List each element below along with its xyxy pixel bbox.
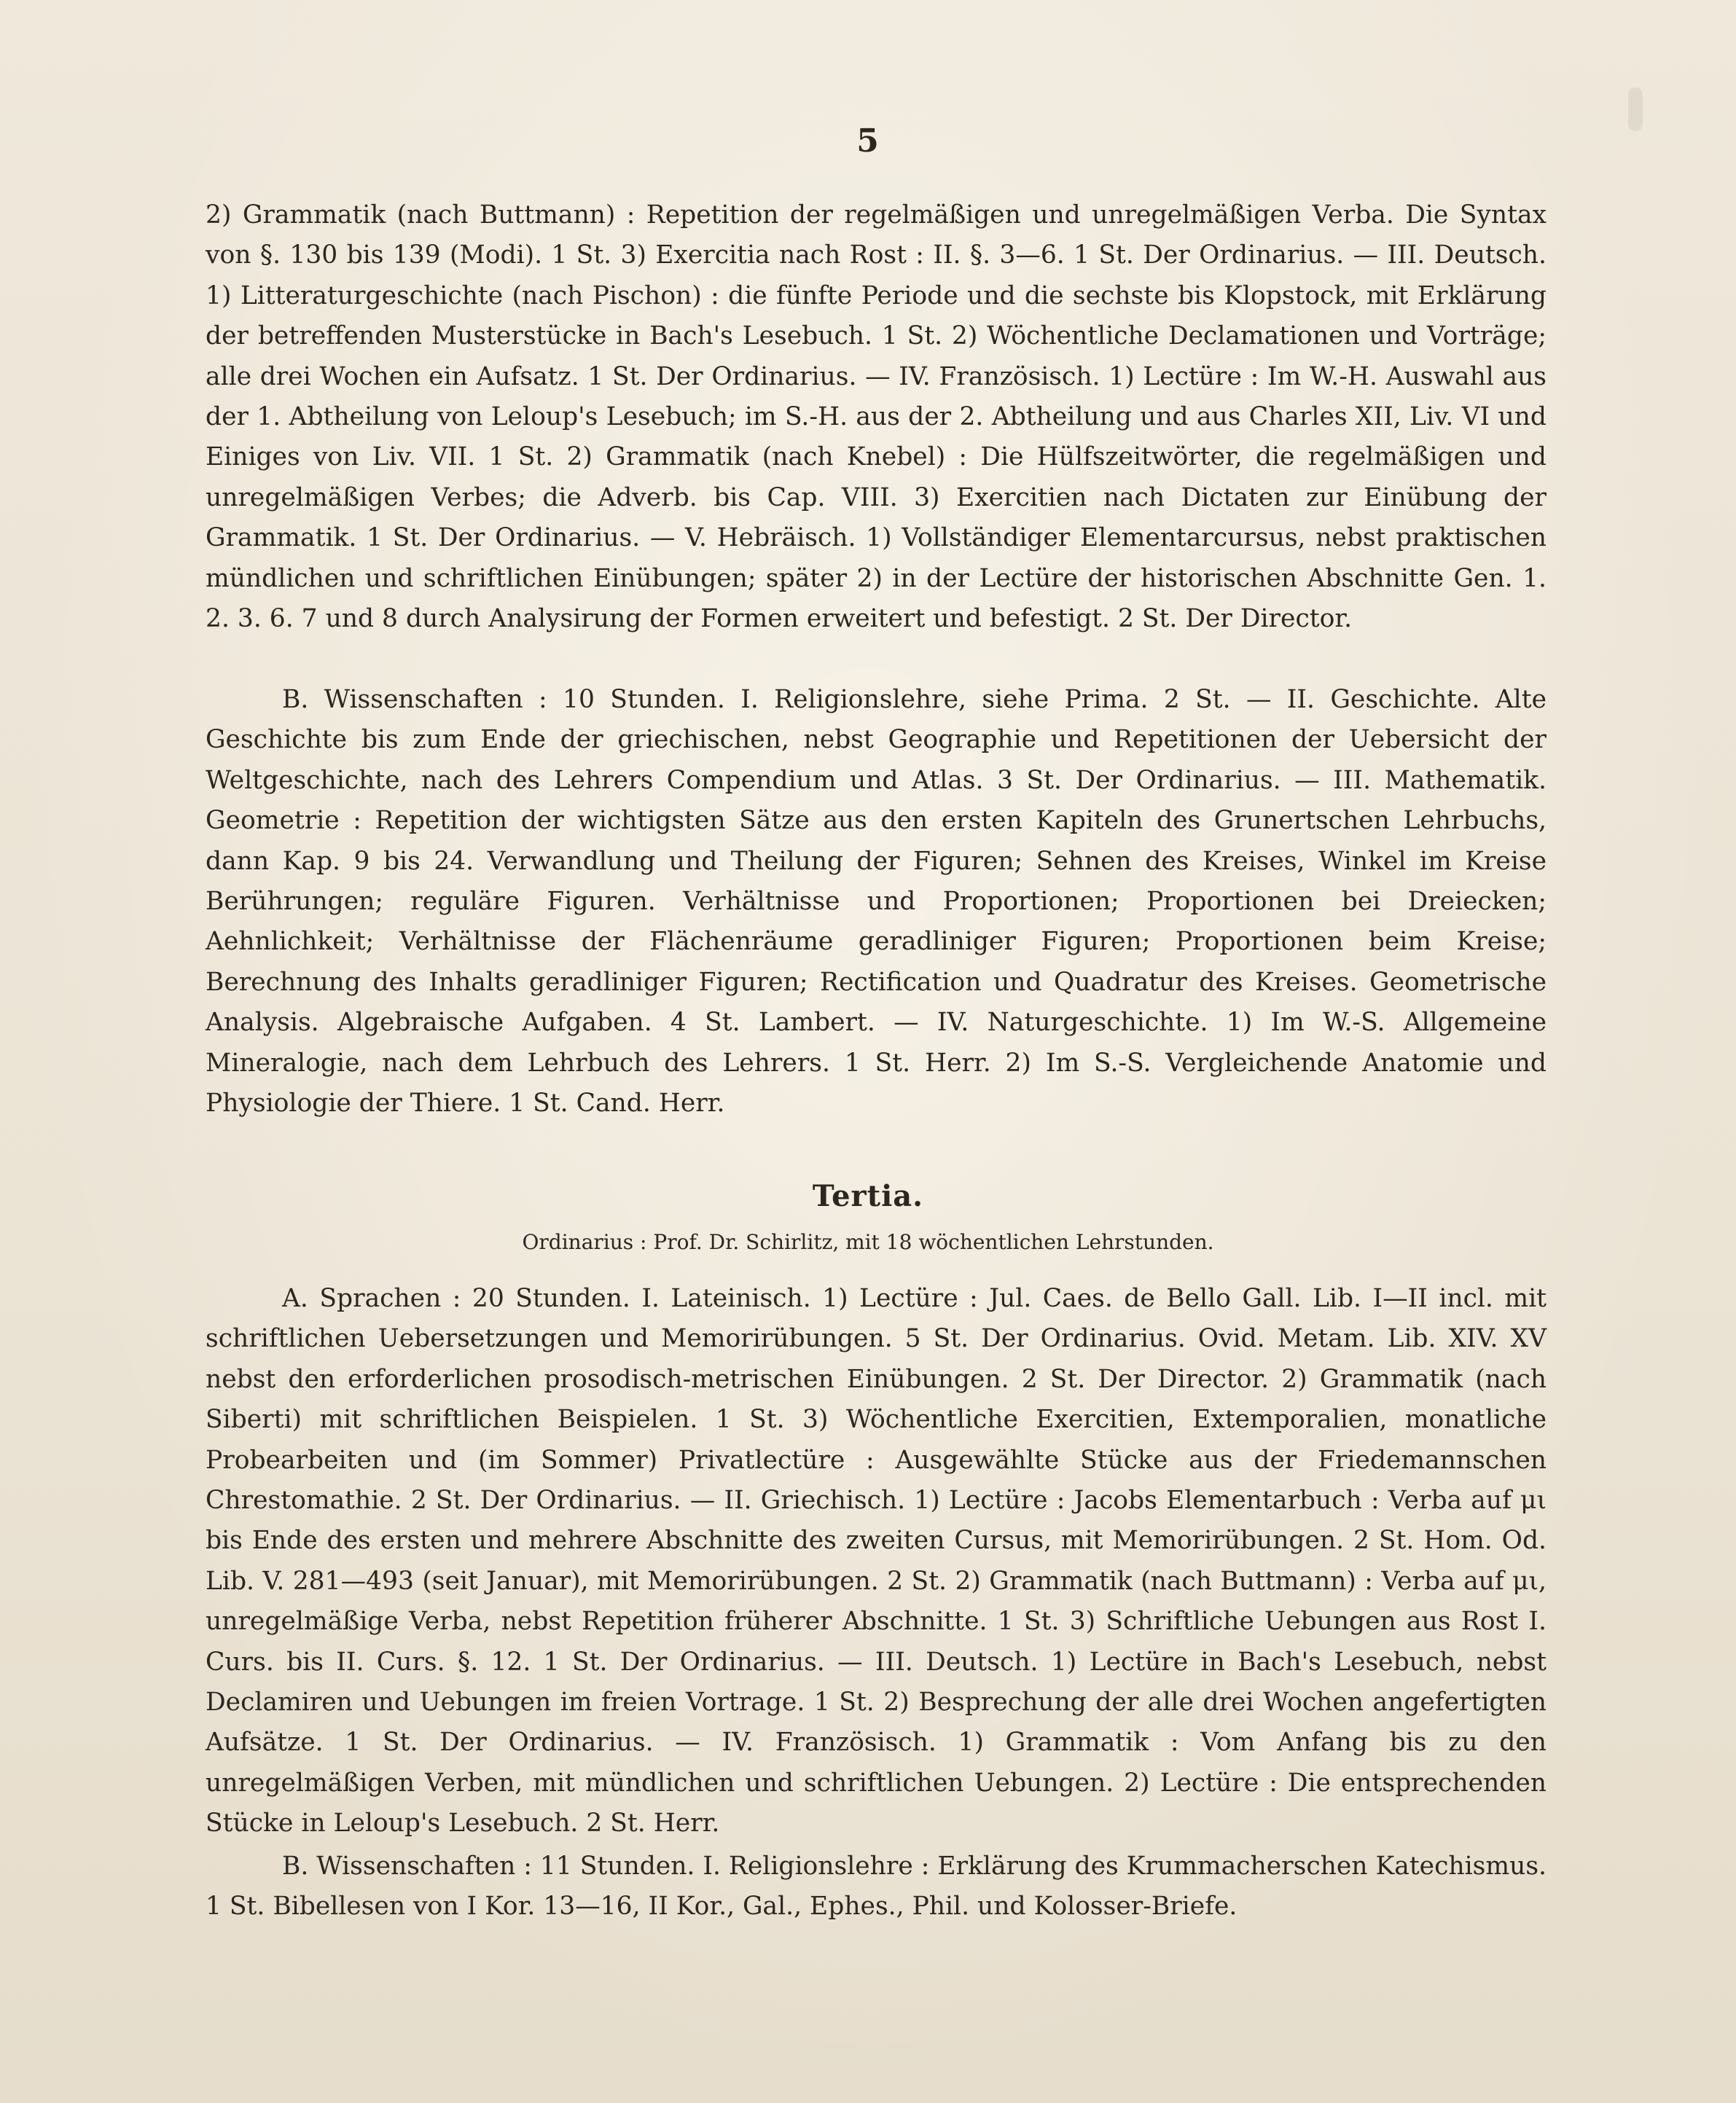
paragraph: B. Wissenschaften : 10 Stunden. I. Religionslehre, siehe Prima. 2 St. — II. Geschichte. Alte Geschichte bis zum Ende der griechischen, nebst Geographie und Repetitionen der Uebersicht der Weltgeschichte, nach des Lehrers Compendium und Atlas. 3 St. Der Ordinarius. — III. Mathematik. Geometrie : Repetition der wichtigsten Sätze aus den ersten Kapiteln des Grunertschen Lehrbuchs, dann Kap. 9 bis 24. Verwandlung und Theilung der Figuren; Sehnen des Kreises, Winkel im Kreise Berührungen; reguläre Figuren. Verhältnisse und Proportionen; Proportionen bei Dreiecken; Aehnlichkeit; Verhältnisse der Flächenräume geradliniger Figuren; Proportionen beim Kreise; Berechnung des Inhalts geradliniger Figuren; Rectification und Quadratur des Kreises. Geometrische Analysis. Algebraische Aufgaben. 4 St. Lambert. — IV. Naturgeschichte. 1) Im W.-S. Allgemeine Mineralogie, nach dem Lehrbuch des Lehrers. 1 St. Herr. 2) Im S.-S. Vergleichende Anatomie und Physiologie der Thiere. 1 St. Cand. Herr. bbox=[206, 685, 1547, 1119]
paragraph: 2) Grammatik (nach Buttmann) : Repetition der regelmäßigen und unregelmäßigen Verba. Die Syntax von §. 130 bis 139 (Modi). 1 St. 3) Exercitia nach Rost : II. §. 3—6. 1 St. Der Ordinarius. — III. Deutsch. 1) Litteraturgeschichte (nach Pischon) : die fünfte Periode und die sechste bis Klopstock, mit Erklärung der betreffenden Musterstücke in Bach's Lesebuch. 1 St. 2) Wöchentliche Declamationen und Vorträge; alle drei Wochen ein Aufsatz. 1 St. Der Ordinarius. — IV. Französisch. 1) Lectüre : Im W.-H. Auswahl aus der 1. Abtheilung von Leloup's Lesebuch; im S.-H. aus der 2. Abtheilung und aus Charles XII, Liv. VI und Einiges von Liv. VII. 1 St. 2) Grammatik (nach Knebel) : Die Hülfszeitwörter, die regelmäßigen und unregelmäßigen Verbes; die Adverb. bis Cap. VIII. 3) Exercitien nach Dictaten zur Einübung der Grammatik. 1 St. Der Ordinarius. — V. Hebräisch. 1) Vollständiger Elementarcursus, nebst praktischen mündlichen und schriftlichen Einübungen; später 2) in der Lectüre der historischen Abschnitte Gen. 1. 2. 3. 6. 7 und 8 durch Analysirung der Formen erweitert und befestigt. 2 St. Der Director. bbox=[206, 200, 1547, 634]
tertia-sciences bbox=[206, 1847, 1547, 1927]
page-number: 5 bbox=[856, 122, 880, 160]
section-subheading: Ordinarius : Prof. Dr. Schirlitz, mit 18 wöchentlichen Lehrstunden. bbox=[522, 1230, 1214, 1254]
paragraph: A. Sprachen : 20 Stunden. I. Lateinisch. 1) Lectüre : Jul. Caes. de Bello Gall. Lib. I—II incl. mit schriftlichen Uebersetzungen und Memorirübungen. 5 St. Der Ordinarius. Ovid. Metam. Lib. XIV. XV nebst den erforderlichen prosodisch-metrischen Einübungen. 2 St. Der Director. 2) Grammatik (nach Siberti) mit schriftlichen Beispielen. 1 St. 3) Wöchentliche Exercitien, Extemporalien, monatliche Probearbeiten und (im Sommer) Privatlectüre : Ausgewählte Stücke aus der Friedemannschen Chrestomathie. 2 St. Der Ordinarius. — II. Griechisch. 1) Lectüre : Jacobs Elementarbuch : Verba auf μι bis Ende des ersten und mehrere Abschnitte des zweiten Cursus, mit Memorirübungen. 2 St. Hom. Od. Lib. V. 281—493 (seit Januar), mit Memorirübungen. 2 St. 2) Grammatik (nach Buttmann) : Verba auf μι, unregelmäßige Verba, nebst Repetition früherer Abschnitte. 1 St. 3) Schriftliche Uebungen aus Rost I. Curs. bis II. Curs. §. 12. 1 St. Der Ordinarius. — III. Deutsch. 1) Lectüre in Bach's Lesebuch, nebst Declamiren und Uebungen im freien Vortrage. 1 St. 2) Besprechung der alle drei Wochen angefertigten Aufsätze. 1 St. Der Ordinarius. — IV. Französisch. 1) Grammatik : Vom Anfang bis zu den unregelmäßigen Verben, mit mündlichen und schriftlichen Uebungen. 2) Lectüre : Die entsprechenden Stücke in Leloup's Lesebuch. 2 St. Herr. bbox=[206, 1284, 1547, 1838]
secunda-sciences bbox=[206, 680, 1547, 1124]
tertia-languages bbox=[206, 1279, 1547, 1844]
section-heading-tertia: Tertia. bbox=[812, 1179, 924, 1213]
secunda-languages-continued bbox=[206, 195, 1547, 639]
paragraph: B. Wissenschaften : 11 Stunden. I. Religionslehre : Erklärung des Krummacherschen Katechismus. 1 St. Bibellesen von I Kor. 13—16, II Kor., Gal., Ephes., Phil. und Kolosser-Briefe. bbox=[206, 1852, 1547, 1922]
